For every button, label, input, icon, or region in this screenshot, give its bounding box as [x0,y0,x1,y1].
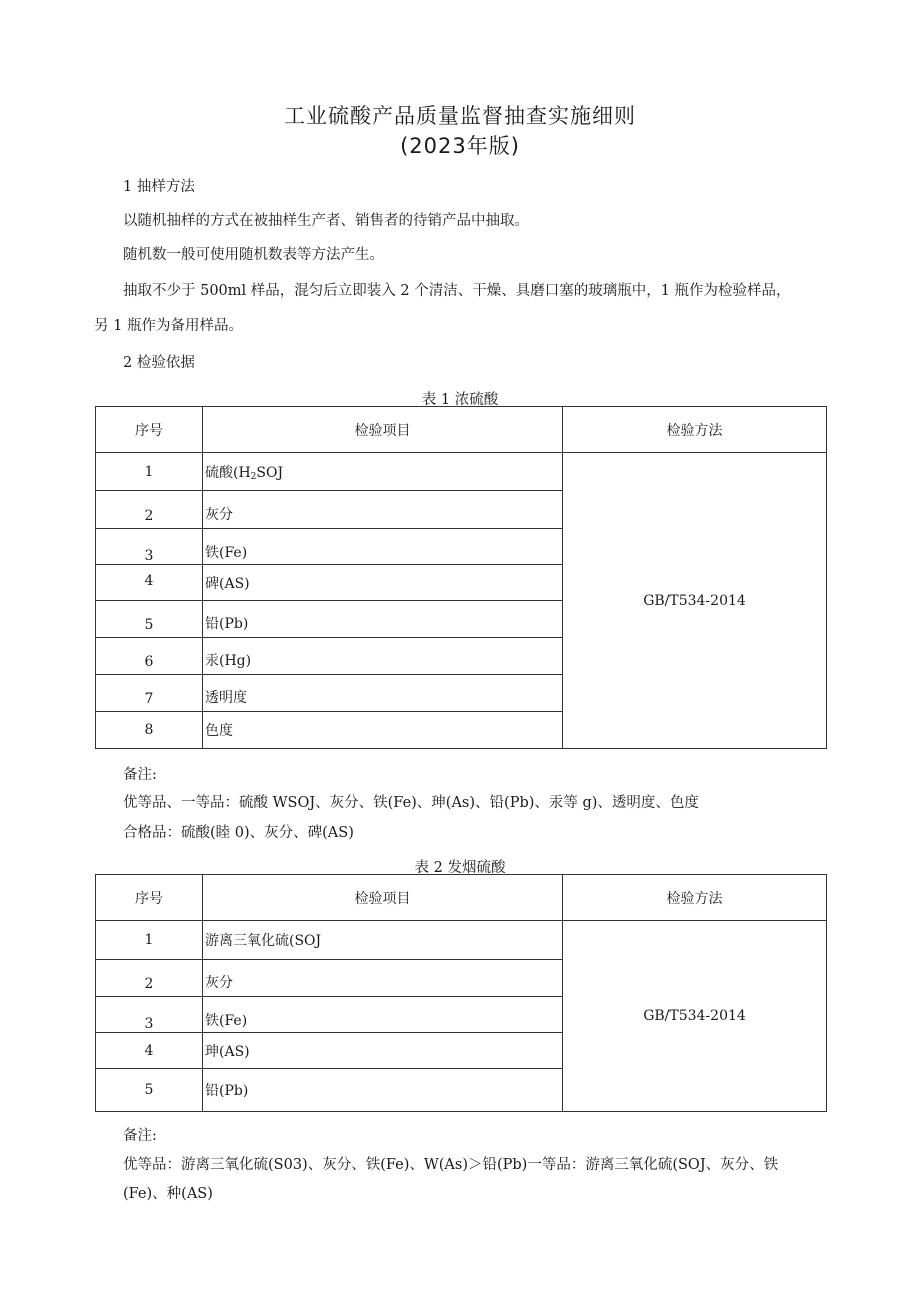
row-no: 8 [96,712,203,749]
table-row [96,453,827,491]
row-no: 1 [96,453,203,491]
header-method: 检验方法 [563,407,827,453]
row-no: 3 [96,529,203,565]
row-no: 2 [96,491,203,529]
header-item: 检验项目 [203,407,563,453]
document-subtitle: (2023年版) [400,134,520,158]
row-item: 汞(Hg) [203,638,563,675]
section-1-paragraph-1: 以随机抽样的方式在被抽样生产者、销售者的待销产品中抽取。 [123,213,529,229]
method-cell: GB/T534-2014 [563,921,827,1112]
row-item: 硫酸($H_2SOJ$ [203,453,563,491]
row-no: 5 [96,601,203,638]
header-method: 检验方法 [563,875,827,921]
row-item: 灰分 [203,491,563,529]
table-2-notes-label: 备注: [123,1128,157,1144]
method-cell: GB/T534-2014 [563,453,827,749]
header-no: 序号 [96,407,203,453]
section-1-paragraph-3-line-1: 抽取不少于 500ml 样品，混匀后立即装入 2 个清洁、干燥、具磨口塞的玻璃瓶中，1 瓶作为检验样品， [123,283,791,299]
table-2-note-1: 优等品：游离三氧化硫(S03)、灰分、铁(Fe)、W(As)＞铅(Pb)一等品：游离三氧化硫(SOJ、灰分、铁 [123,1157,779,1173]
table-2-note-2: (Fe)、种(AS) [123,1186,213,1202]
row-no: 7 [96,675,203,712]
row-item: 铁(Fe) [203,997,563,1033]
row-item: 铅(Pb) [203,601,563,638]
row-no: 3 [96,997,203,1033]
row-no: 4 [96,1033,203,1069]
row-item: 灰分 [203,960,563,997]
row-item: 游离三氧化硫(SOJ [203,921,563,960]
table-1 [95,406,827,749]
row-no: 4 [96,565,203,601]
table-row [96,407,827,453]
table-2 [95,874,827,1112]
section-1-paragraph-2: 随机数一般可使用随机数表等方法产生。 [123,247,384,263]
table-1-notes-label: 备注: [123,767,157,783]
row-no: 2 [96,960,203,997]
header-item: 检验项目 [203,875,563,921]
table-1-note-1: 优等品、一等品：硫酸 WSOJ、灰分、铁(Fe)、珅(As)、铅(Pb)、汞等 g)、透明度、色度 [123,795,699,811]
table-1-caption: 表 1 浓硫酸 [421,392,499,408]
row-item: 色度 [203,712,563,749]
row-no: 6 [96,638,203,675]
row-no: 1 [96,921,203,960]
table-2-caption: 表 2 发烟硫酸 [414,860,506,876]
section-1-paragraph-3-line-2: 另 1 瓶作为备用样品。 [94,318,243,334]
table-1-note-2: 合格品：硫酸(睦 0)、灰分、碑(AS) [123,825,354,841]
row-item: 碑(AS) [203,565,563,601]
header-no: 序号 [96,875,203,921]
row-item: 铅(Pb) [203,1069,563,1112]
row-item: 珅(AS) [203,1033,563,1069]
row-no: 5 [96,1069,203,1112]
section-1-heading: 1 抽样方法 [123,179,195,195]
table-row [96,921,827,960]
row-item: 铁(Fe) [203,529,563,565]
document-title: 工业硫酸产品质量监督抽查实施细则 [284,104,636,128]
row-item: 透明度 [203,675,563,712]
section-2-heading: 2 检验依据 [123,355,195,371]
table-row [96,875,827,921]
